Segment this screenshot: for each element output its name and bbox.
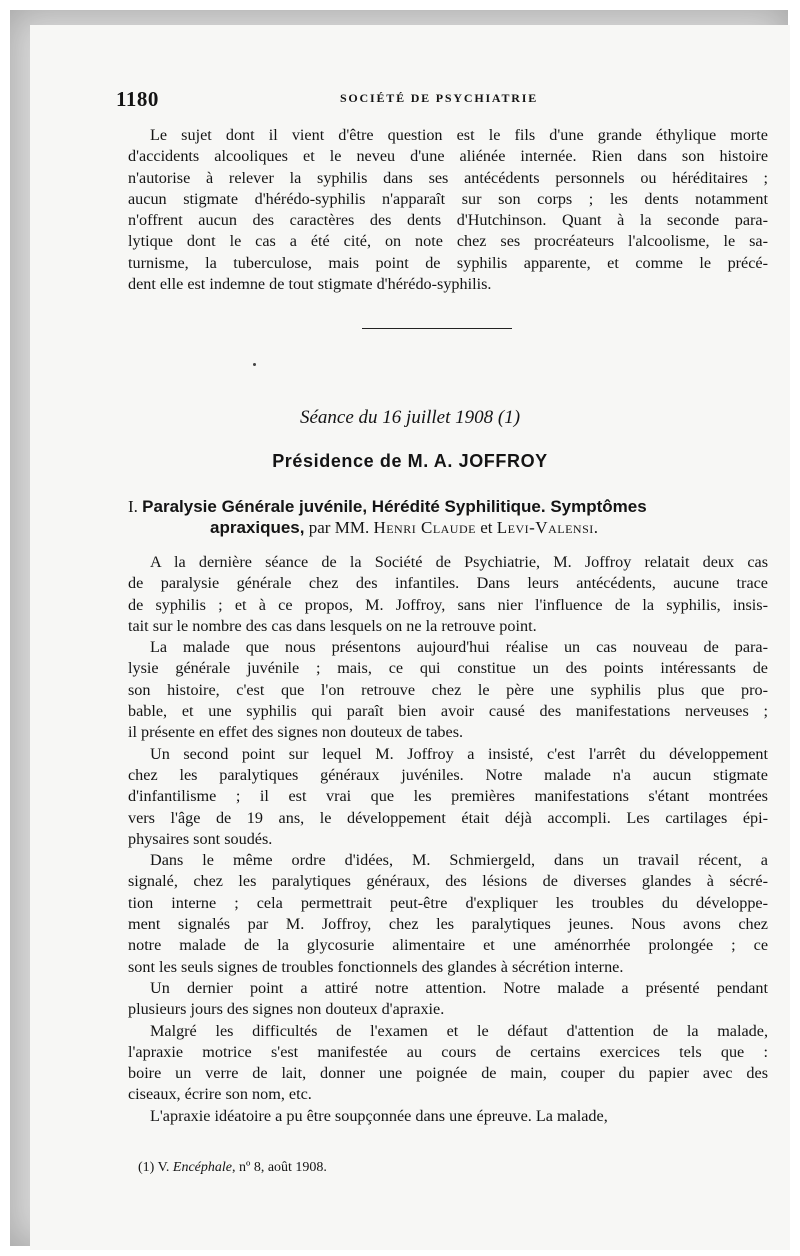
- footnote: [138, 1160, 327, 1176]
- paragraph-line: L'apraxie idéatoire a pu être soupçonnée dans une épreuve. La malade,: [150, 1106, 608, 1125]
- paragraph-line: sont les seuls signes de troubles fonctionnels des glandes à sécrétion interne.: [128, 957, 624, 976]
- paragraph-line: son histoire, c'est que l'on retrouve chez le père une syphilis plus que pro-: [128, 680, 768, 699]
- seance-heading: Séance du 16 juillet 1908 (1): [299, 407, 521, 428]
- ink-speck: [253, 363, 256, 366]
- intro-line: aucun stigmate d'hérédo-syphilis n'apparaît sur son corps ; les dents notamment: [128, 189, 768, 208]
- section-number: I.: [128, 497, 138, 516]
- paragraph: [128, 1106, 768, 1127]
- paragraph-line: physaires sont soudés.: [128, 829, 273, 848]
- page-header: [116, 87, 762, 109]
- footnote-journal: Encéphale: [172, 1160, 232, 1175]
- paper-sheet: [30, 25, 790, 1250]
- page-number: 1180: [116, 87, 159, 111]
- paragraph-line: Dans le même ordre d'idées, M. Schmiergeld, dans un travail récent, a: [150, 851, 768, 870]
- running-title: SOCIÉTÉ DE PSYCHIATRIE: [339, 91, 539, 105]
- paragraph: [128, 744, 768, 850]
- paragraph-line: plusieurs jours des signes non douteux d'apraxie.: [128, 1000, 445, 1019]
- paragraph-line: de paralysie générale chez des infantiles. Dans leurs antécédents, aucune trace: [128, 574, 768, 593]
- author-2: Levi-Valensi.: [496, 518, 599, 537]
- paragraph-line: notre malade de la glycosurie alimentaire et une aménorrhée prolongée ; ce: [128, 936, 768, 955]
- paragraph-line: bable, et une syphilis qui paraît bien avoir causé des manifestations nerveuses ;: [128, 702, 768, 721]
- intro-line: dent elle est indemne de tout stigmate d'hérédo-syphilis.: [128, 275, 492, 294]
- intro-paragraph: [128, 125, 768, 295]
- paragraph-line: La malade que nous présentons aujourd'hui réalise un cas nouveau de para-: [150, 638, 768, 657]
- intro-line: Le sujet dont il vient d'être question est le fils d'une grande éthylique morte: [150, 126, 768, 144]
- presidence-heading: Présidence de M. A. JOFFROY: [272, 451, 548, 471]
- intro-line: n'autorise à relever la syphilis dans ses antécédents personnels ou héréditaires ;: [128, 168, 768, 187]
- section-title-line-1: Paralysie Générale juvénile, Hérédité Syphilitique. Symptômes: [142, 497, 647, 516]
- authors-conjunction: et: [480, 518, 493, 537]
- intro-line: turnisme, la tuberculose, mais point de syphilis apparente, et comme le précé-: [128, 253, 768, 272]
- paragraph-line: il présente en effet des signes non douteux de tabes.: [128, 723, 464, 742]
- paragraph-line: tion interne ; cela permettrait peut-être d'expliquer les troubles du développe-: [128, 893, 768, 912]
- main-text: [128, 552, 768, 1127]
- intro-line: lytique dont le cas a été cité, on note chez ses procréateurs l'alcoolisme, le sa-: [128, 232, 768, 251]
- paragraph-line: ment signalés par M. Joffroy, chez les paralytiques jeunes. Nous avons chez: [128, 915, 768, 934]
- paragraph-line: ciseaux, écrire son nom, etc.: [128, 1085, 312, 1104]
- paragraph-line: lysie générale juvénile ; mais, ce qui constitue un des points intéressants de: [128, 659, 768, 678]
- paragraph-line: signalé, chez les paralytiques généraux, des lésions de diverses glandes à sécré-: [128, 872, 768, 891]
- section-divider: [362, 328, 512, 329]
- section-title-line-2: apraxiques,: [210, 518, 305, 537]
- paragraph-line: d'infantilisme ; il est vrai que les premières manifestations s'étant montrées: [128, 787, 768, 806]
- intro-line: d'accidents alcooliques et le neveu d'une aliénée internée. Rien dans son histoire: [128, 147, 768, 166]
- authors-prefix: par MM.: [308, 518, 370, 537]
- paragraph-line: A la dernière séance de la Société de Psychiatrie, M. Joffroy relatait deux cas: [150, 553, 768, 571]
- paragraph: [128, 1021, 768, 1106]
- paragraph-line: chez les paralytiques généraux juvéniles. Notre malade n'a aucun stigmate: [128, 765, 768, 784]
- paragraph-line: Un dernier point a attiré notre attention. Notre malade a présenté pendant: [150, 978, 768, 997]
- paragraph-line: vers l'âge de 19 ans, le développement était déjà accompli. Les cartilages épi-: [128, 808, 768, 827]
- paragraph: [128, 978, 768, 1021]
- paragraph: [128, 637, 768, 743]
- scanned-page: [10, 10, 788, 1246]
- paragraph-line: l'apraxie motrice s'est manifestée au cours de certains exercices tels que :: [128, 1042, 768, 1061]
- paragraph-line: de syphilis ; et à ce propos, M. Joffroy, sans nier l'influence de la syphilis, insis-: [128, 595, 768, 614]
- paragraph-line: Un second point sur lequel M. Joffroy a insisté, c'est l'arrêt du développement: [150, 744, 768, 763]
- footnote-rest: , nº 8, août 1908.: [231, 1160, 327, 1175]
- paragraph-line: Malgré les difficultés de l'examen et le défaut d'attention de la malade,: [150, 1021, 768, 1040]
- paragraph: [128, 552, 768, 637]
- paragraph-line: tait sur le nombre des cas dans lesquels on ne la retrouve point.: [128, 616, 537, 635]
- intro-line: n'offrent aucun des caractères des dents d'Hutchinson. Quant à la seconde para-: [128, 211, 768, 230]
- paragraph: [128, 850, 768, 978]
- paragraph-line: boire un verre de lait, donner une poignée de main, couper du papier avec des: [128, 1064, 768, 1083]
- footnote-marker: (1) V.: [138, 1160, 170, 1175]
- author-1: Henri Claude: [373, 518, 476, 537]
- section-title: [128, 496, 768, 538]
